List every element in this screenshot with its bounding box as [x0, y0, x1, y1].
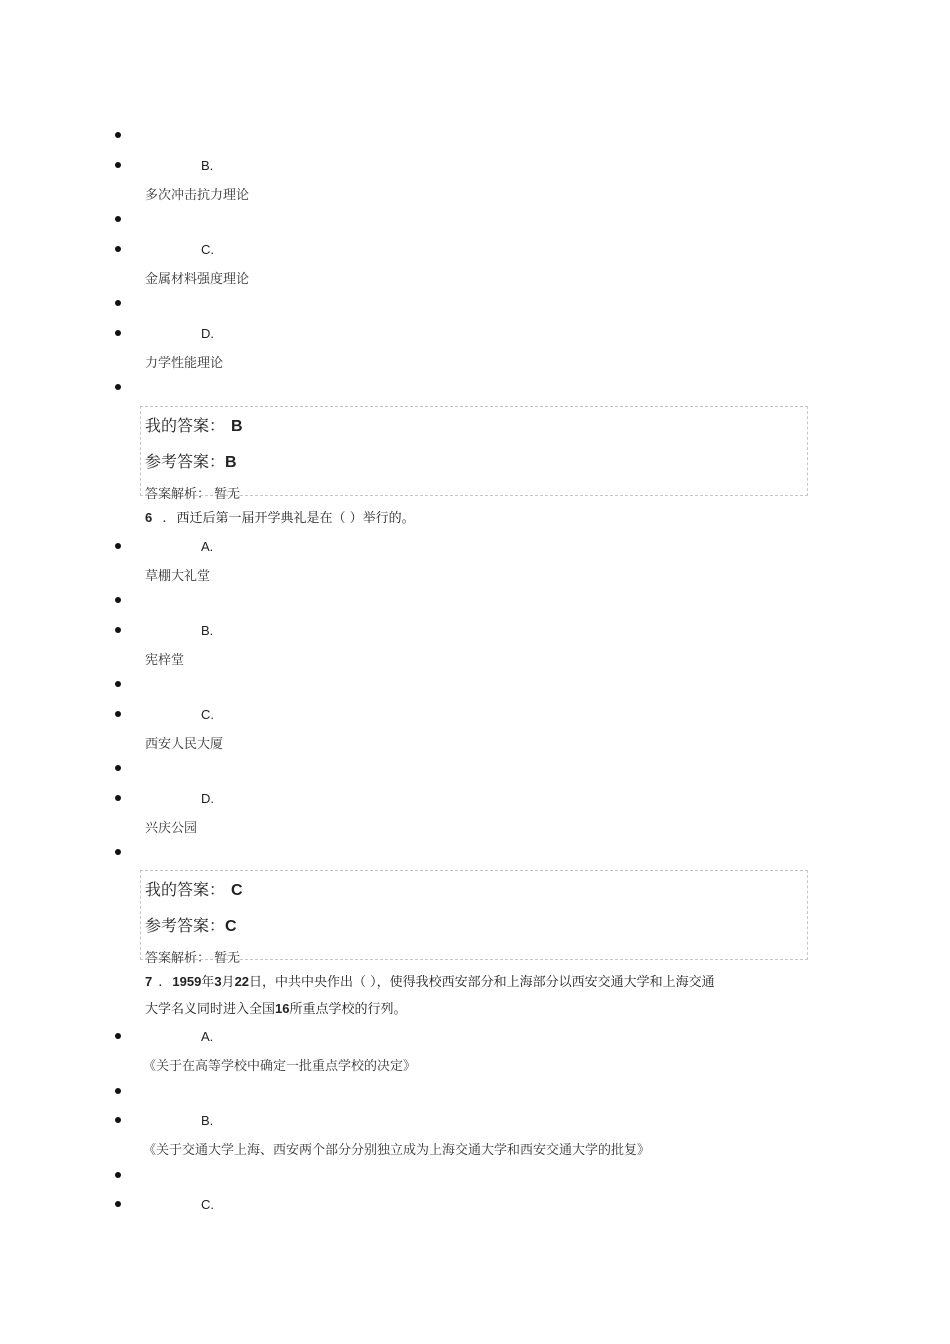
list-bullet	[115, 681, 121, 687]
reference-answer: 参考答案：C	[145, 916, 237, 935]
list-bullet	[115, 543, 121, 549]
my-answer: 我的答案： C	[145, 880, 243, 899]
option-text[interactable]: 金属材料强度理论	[145, 272, 250, 287]
option-letter: C.	[201, 1197, 214, 1212]
option-text[interactable]: 草棚大礼堂	[145, 569, 211, 584]
option-letter: A.	[201, 1029, 214, 1044]
list-bullet	[115, 1117, 121, 1123]
list-bullet	[115, 330, 121, 336]
option-text[interactable]: 《关于在高等学校中确定一批重点学校的决定》	[143, 1059, 417, 1074]
answer-analysis: 答案解析： 暂无	[145, 951, 241, 966]
list-bullet	[115, 711, 121, 717]
list-bullet	[115, 849, 121, 855]
option-text[interactable]: 宪梓堂	[145, 653, 185, 668]
answer-analysis: 答案解析： 暂无	[145, 487, 241, 502]
list-bullet	[115, 765, 121, 771]
question-6: 6 . 西迁后第一届开学典礼是在（ ）举行的。	[145, 510, 415, 526]
question-7-line-1: 7 . 1959年3月22日，中共中央作出（ ），使得我校西安部分和上海部分以西安交通大学和上海交通	[145, 974, 715, 990]
reference-answer: 参考答案：B	[145, 452, 237, 471]
list-bullet	[115, 795, 121, 801]
list-bullet	[115, 384, 121, 390]
option-letter: D.	[201, 326, 214, 341]
list-bullet	[115, 1033, 121, 1039]
option-letter: C.	[201, 707, 214, 722]
option-letter: B.	[201, 158, 214, 173]
list-bullet	[115, 246, 121, 252]
list-bullet	[115, 597, 121, 603]
option-text[interactable]: 《关于交通大学上海、西安两个部分分别独立成为上海交通大学和西安交通大学的批复》	[143, 1143, 651, 1158]
list-bullet	[115, 1088, 121, 1094]
question-7	[145, 969, 815, 1023]
option-letter: A.	[201, 539, 214, 554]
option-letter: B.	[201, 1113, 214, 1128]
option-letter: C.	[201, 242, 214, 257]
option-text[interactable]: 西安人民大厦	[145, 737, 224, 752]
option-text[interactable]: 兴庆公园	[145, 821, 198, 836]
option-letter: B.	[201, 623, 214, 638]
option-text[interactable]: 多次冲击抗力理论	[145, 188, 250, 203]
list-bullet	[115, 627, 121, 633]
question-7-line-2: 大学名义同时进入全国16所重点学校的行列。	[145, 1001, 407, 1017]
list-bullet	[115, 1172, 121, 1178]
option-text[interactable]: 力学性能理论	[145, 356, 224, 371]
list-bullet	[115, 1201, 121, 1207]
list-bullet	[115, 216, 121, 222]
answer-box	[140, 870, 808, 966]
list-bullet	[115, 132, 121, 138]
answer-box	[140, 406, 808, 502]
my-answer: 我的答案： B	[145, 416, 243, 435]
list-bullet	[115, 162, 121, 168]
list-bullet	[115, 300, 121, 306]
option-letter: D.	[201, 791, 214, 806]
